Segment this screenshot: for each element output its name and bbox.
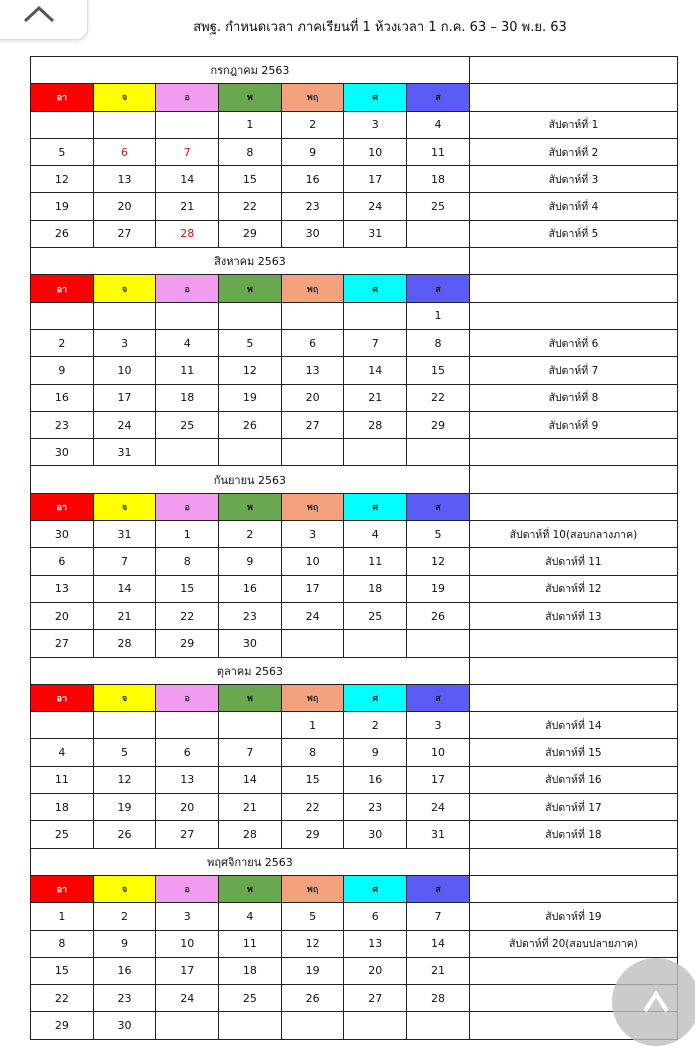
date-cell: 19: [407, 575, 470, 602]
month-title: ตุลาคม 2563: [31, 657, 470, 684]
day-header: อา: [31, 84, 94, 111]
day-header: ศ: [344, 275, 407, 302]
month-title-row: [31, 466, 678, 493]
date-cell: 4: [407, 111, 470, 138]
date-cell: 1: [219, 111, 282, 138]
date-cell: 20: [281, 384, 344, 411]
date-cell: 14: [93, 575, 156, 602]
date-cell: 18: [407, 166, 470, 193]
date-cell: 14: [219, 766, 282, 793]
date-cell: 3: [281, 521, 344, 548]
date-cell: 28: [344, 411, 407, 438]
day-header-row: [31, 275, 678, 302]
date-cell: 1: [31, 903, 94, 930]
date-cell: 19: [31, 193, 94, 220]
date-cell: [219, 712, 282, 739]
date-cell: 1: [407, 302, 470, 329]
date-cell: [219, 302, 282, 329]
week-label: สัปดาห์ที่ 19: [469, 903, 677, 930]
month-title: สิงหาคม 2563: [31, 248, 470, 275]
week-row: [31, 575, 678, 602]
date-cell: 1: [156, 521, 219, 548]
day-header: จ: [93, 684, 156, 711]
day-header: จ: [93, 875, 156, 902]
date-cell: 28: [407, 985, 470, 1012]
date-cell: 6: [281, 329, 344, 356]
date-cell: 13: [281, 357, 344, 384]
week-label: [469, 630, 677, 657]
day-header: อา: [31, 493, 94, 520]
date-cell: 31: [344, 220, 407, 247]
date-cell: 17: [93, 384, 156, 411]
day-header: พ: [219, 275, 282, 302]
page-title: สพฐ. กำหนดเวลา ภาคเรียนที่ 1 ห้วงเวลา 1 ก.ค. 63 – 30 พ.ย. 63: [193, 20, 567, 35]
week-label-cell: [469, 466, 677, 493]
date-cell: 10: [407, 739, 470, 766]
week-row: [31, 138, 678, 165]
date-cell: 14: [407, 930, 470, 957]
date-cell: 20: [156, 794, 219, 821]
date-cell: 26: [407, 602, 470, 629]
week-label: สัปดาห์ที่ 9: [469, 411, 677, 438]
month-title: กันยายน 2563: [31, 466, 470, 493]
week-row: [31, 630, 678, 657]
week-label: สัปดาห์ที่ 14: [469, 712, 677, 739]
date-cell: [344, 439, 407, 466]
day-header: อา: [31, 875, 94, 902]
day-header: จ: [93, 493, 156, 520]
day-header-row: [31, 493, 678, 520]
date-cell: [31, 712, 94, 739]
date-cell: 8: [219, 138, 282, 165]
date-cell: [407, 439, 470, 466]
day-header: ส: [407, 684, 470, 711]
date-cell: [344, 1012, 407, 1039]
date-cell: 2: [31, 329, 94, 356]
day-header: พฤ: [281, 684, 344, 711]
date-cell: 16: [93, 957, 156, 984]
week-row: [31, 903, 678, 930]
date-cell: 15: [156, 575, 219, 602]
date-cell: [156, 302, 219, 329]
week-label: สัปดาห์ที่ 2: [469, 138, 677, 165]
week-label: สัปดาห์ที่ 7: [469, 357, 677, 384]
week-label: สัปดาห์ที่ 13: [469, 602, 677, 629]
week-label-cell: [469, 275, 677, 302]
date-cell: 31: [93, 439, 156, 466]
week-row: [31, 411, 678, 438]
week-label: สัปดาห์ที่ 5: [469, 220, 677, 247]
day-header-row: [31, 84, 678, 111]
date-cell: 27: [344, 985, 407, 1012]
date-cell: [219, 1012, 282, 1039]
date-cell: 27: [156, 821, 219, 848]
week-label: สัปดาห์ที่ 16: [469, 766, 677, 793]
date-cell: 17: [156, 957, 219, 984]
date-cell: 25: [344, 602, 407, 629]
week-label: สัปดาห์ที่ 15: [469, 739, 677, 766]
date-cell: 6: [344, 903, 407, 930]
date-cell: 12: [93, 766, 156, 793]
day-header: อ: [156, 493, 219, 520]
date-cell: 13: [156, 766, 219, 793]
date-cell: [93, 302, 156, 329]
date-cell: 14: [156, 166, 219, 193]
day-header: พฤ: [281, 875, 344, 902]
week-label: สัปดาห์ที่ 20(สอบปลายภาค): [469, 930, 677, 957]
week-row: [31, 739, 678, 766]
date-cell: 6: [156, 739, 219, 766]
date-cell: 18: [156, 384, 219, 411]
day-header: พ: [219, 875, 282, 902]
date-cell: 12: [407, 548, 470, 575]
date-cell: 21: [219, 794, 282, 821]
week-label: สัปดาห์ที่ 8: [469, 384, 677, 411]
week-row: [31, 357, 678, 384]
collapse-button[interactable]: [0, 0, 88, 40]
date-cell: 12: [281, 930, 344, 957]
date-cell: 3: [407, 712, 470, 739]
day-header-row: [31, 684, 678, 711]
week-row: [31, 794, 678, 821]
day-header: อ: [156, 275, 219, 302]
scroll-to-top-button[interactable]: [612, 958, 695, 1046]
date-cell: [407, 220, 470, 247]
date-cell: 11: [31, 766, 94, 793]
date-cell: 5: [281, 903, 344, 930]
date-cell: [407, 630, 470, 657]
week-row: [31, 821, 678, 848]
date-cell: 30: [31, 521, 94, 548]
week-row: [31, 985, 678, 1012]
date-cell: 6: [31, 548, 94, 575]
date-cell: 8: [281, 739, 344, 766]
date-cell: 23: [344, 794, 407, 821]
date-cell: 20: [344, 957, 407, 984]
date-cell: 26: [219, 411, 282, 438]
date-cell: 21: [407, 957, 470, 984]
week-row: [31, 329, 678, 356]
date-cell: 9: [31, 357, 94, 384]
week-row: [31, 602, 678, 629]
date-cell: 7: [407, 903, 470, 930]
day-header: ศ: [344, 875, 407, 902]
day-header: ส: [407, 493, 470, 520]
date-cell: 22: [219, 193, 282, 220]
date-cell: 23: [31, 411, 94, 438]
week-label: [469, 439, 677, 466]
date-cell: 25: [31, 821, 94, 848]
date-cell: 13: [31, 575, 94, 602]
week-row: [31, 548, 678, 575]
date-cell: 2: [281, 111, 344, 138]
holiday-date-cell: 6: [93, 138, 156, 165]
holiday-date-cell: 7: [156, 138, 219, 165]
date-cell: [281, 630, 344, 657]
day-header: ศ: [344, 493, 407, 520]
date-cell: 5: [407, 521, 470, 548]
date-cell: [31, 111, 94, 138]
date-cell: 28: [93, 630, 156, 657]
date-cell: 9: [344, 739, 407, 766]
date-cell: 26: [281, 985, 344, 1012]
week-label: สัปดาห์ที่ 12: [469, 575, 677, 602]
date-cell: 23: [281, 193, 344, 220]
week-row: [31, 220, 678, 247]
week-label: สัปดาห์ที่ 3: [469, 166, 677, 193]
date-cell: 13: [93, 166, 156, 193]
date-cell: 30: [93, 1012, 156, 1039]
week-label: สัปดาห์ที่ 18: [469, 821, 677, 848]
date-cell: 4: [31, 739, 94, 766]
date-cell: [156, 111, 219, 138]
date-cell: 3: [156, 903, 219, 930]
week-row: [31, 439, 678, 466]
date-cell: 22: [156, 602, 219, 629]
day-header: อา: [31, 684, 94, 711]
chevron-up-icon: [641, 991, 671, 1013]
day-header: จ: [93, 84, 156, 111]
date-cell: 9: [93, 930, 156, 957]
date-cell: 29: [156, 630, 219, 657]
date-cell: 17: [344, 166, 407, 193]
day-header: พฤ: [281, 275, 344, 302]
date-cell: [156, 1012, 219, 1039]
week-row: [31, 384, 678, 411]
date-cell: 17: [281, 575, 344, 602]
week-label: [469, 302, 677, 329]
calendar-table: [30, 56, 678, 1040]
date-cell: 26: [31, 220, 94, 247]
date-cell: 8: [407, 329, 470, 356]
date-cell: 19: [281, 957, 344, 984]
date-cell: [281, 302, 344, 329]
date-cell: [156, 439, 219, 466]
date-cell: 25: [219, 985, 282, 1012]
date-cell: 16: [281, 166, 344, 193]
date-cell: 11: [219, 930, 282, 957]
week-row: [31, 193, 678, 220]
date-cell: 15: [407, 357, 470, 384]
date-cell: [344, 630, 407, 657]
week-row: [31, 766, 678, 793]
date-cell: 28: [219, 821, 282, 848]
date-cell: 19: [93, 794, 156, 821]
day-header: พฤ: [281, 84, 344, 111]
day-header: ศ: [344, 684, 407, 711]
date-cell: 18: [219, 957, 282, 984]
date-cell: [281, 439, 344, 466]
holiday-date-cell: 28: [156, 220, 219, 247]
date-cell: 21: [93, 602, 156, 629]
date-cell: 1: [281, 712, 344, 739]
date-cell: 31: [407, 821, 470, 848]
week-row: [31, 302, 678, 329]
date-cell: 3: [93, 329, 156, 356]
date-cell: 18: [344, 575, 407, 602]
chevron-up-icon: [22, 4, 56, 24]
day-header: ส: [407, 875, 470, 902]
month-title-row: [31, 57, 678, 84]
day-header: อ: [156, 875, 219, 902]
date-cell: 29: [31, 1012, 94, 1039]
date-cell: [31, 302, 94, 329]
date-cell: 29: [407, 411, 470, 438]
date-cell: 15: [31, 957, 94, 984]
date-cell: 11: [407, 138, 470, 165]
date-cell: 19: [219, 384, 282, 411]
date-cell: 23: [93, 985, 156, 1012]
week-row: [31, 166, 678, 193]
week-label: สัปดาห์ที่ 4: [469, 193, 677, 220]
date-cell: 9: [281, 138, 344, 165]
date-cell: 24: [407, 794, 470, 821]
date-cell: [219, 439, 282, 466]
date-cell: 7: [344, 329, 407, 356]
date-cell: 12: [31, 166, 94, 193]
date-cell: 10: [344, 138, 407, 165]
date-cell: 24: [156, 985, 219, 1012]
date-cell: 15: [281, 766, 344, 793]
day-header: อ: [156, 84, 219, 111]
week-label-cell: [469, 657, 677, 684]
day-header: จ: [93, 275, 156, 302]
day-header: ส: [407, 275, 470, 302]
date-cell: [93, 111, 156, 138]
date-cell: 22: [281, 794, 344, 821]
month-title-row: [31, 657, 678, 684]
date-cell: 20: [31, 602, 94, 629]
week-label: สัปดาห์ที่ 1: [469, 111, 677, 138]
date-cell: 27: [93, 220, 156, 247]
date-cell: 21: [344, 384, 407, 411]
date-cell: 5: [31, 138, 94, 165]
date-cell: 8: [31, 930, 94, 957]
date-cell: 10: [156, 930, 219, 957]
day-header: อ: [156, 684, 219, 711]
date-cell: 27: [31, 630, 94, 657]
date-cell: 25: [407, 193, 470, 220]
date-cell: 27: [281, 411, 344, 438]
week-row: [31, 712, 678, 739]
date-cell: 24: [344, 193, 407, 220]
date-cell: 16: [31, 384, 94, 411]
date-cell: 10: [281, 548, 344, 575]
day-header-row: [31, 875, 678, 902]
date-cell: 22: [407, 384, 470, 411]
date-cell: 5: [219, 329, 282, 356]
week-row: [31, 521, 678, 548]
date-cell: 24: [93, 411, 156, 438]
date-cell: 30: [219, 630, 282, 657]
date-cell: [281, 1012, 344, 1039]
date-cell: [93, 712, 156, 739]
date-cell: 4: [156, 329, 219, 356]
week-label: สัปดาห์ที่ 6: [469, 329, 677, 356]
date-cell: 4: [344, 521, 407, 548]
date-cell: 3: [344, 111, 407, 138]
date-cell: 10: [93, 357, 156, 384]
date-cell: 7: [219, 739, 282, 766]
week-row: [31, 930, 678, 957]
date-cell: 2: [219, 521, 282, 548]
week-label-cell: [469, 848, 677, 875]
month-title-row: [31, 248, 678, 275]
month-title-row: [31, 848, 678, 875]
date-cell: 15: [219, 166, 282, 193]
week-label: สัปดาห์ที่ 11: [469, 548, 677, 575]
date-cell: 2: [93, 903, 156, 930]
date-cell: 17: [407, 766, 470, 793]
date-cell: 11: [344, 548, 407, 575]
date-cell: [156, 712, 219, 739]
week-row: [31, 957, 678, 984]
date-cell: 11: [156, 357, 219, 384]
day-header: อา: [31, 275, 94, 302]
date-cell: 24: [281, 602, 344, 629]
day-header: พฤ: [281, 493, 344, 520]
day-header: ส: [407, 84, 470, 111]
week-row: [31, 111, 678, 138]
date-cell: 26: [93, 821, 156, 848]
date-cell: 16: [219, 575, 282, 602]
week-label: สัปดาห์ที่ 17: [469, 794, 677, 821]
date-cell: 30: [344, 821, 407, 848]
day-header: พ: [219, 84, 282, 111]
date-cell: 12: [219, 357, 282, 384]
date-cell: 18: [31, 794, 94, 821]
week-label-cell: [469, 248, 677, 275]
week-label: สัปดาห์ที่ 10(สอบกลางภาค): [469, 521, 677, 548]
date-cell: 13: [344, 930, 407, 957]
date-cell: 14: [344, 357, 407, 384]
date-cell: 4: [219, 903, 282, 930]
week-label-cell: [469, 684, 677, 711]
date-cell: 31: [93, 521, 156, 548]
date-cell: 20: [93, 193, 156, 220]
date-cell: 23: [219, 602, 282, 629]
date-cell: 30: [31, 439, 94, 466]
week-label-cell: [469, 493, 677, 520]
week-row: [31, 1012, 678, 1039]
date-cell: 30: [281, 220, 344, 247]
month-title: พฤศจิกายน 2563: [31, 848, 470, 875]
date-cell: 2: [344, 712, 407, 739]
month-title: กรกฎาคม 2563: [31, 57, 470, 84]
day-header: พ: [219, 684, 282, 711]
date-cell: [344, 302, 407, 329]
date-cell: 25: [156, 411, 219, 438]
date-cell: 16: [344, 766, 407, 793]
week-label-cell: [469, 57, 677, 84]
week-label-cell: [469, 84, 677, 111]
day-header: ศ: [344, 84, 407, 111]
date-cell: 22: [31, 985, 94, 1012]
week-label-cell: [469, 875, 677, 902]
day-header: พ: [219, 493, 282, 520]
date-cell: 7: [93, 548, 156, 575]
date-cell: 8: [156, 548, 219, 575]
date-cell: 9: [219, 548, 282, 575]
date-cell: 29: [219, 220, 282, 247]
date-cell: 5: [93, 739, 156, 766]
date-cell: 21: [156, 193, 219, 220]
date-cell: [407, 1012, 470, 1039]
date-cell: 29: [281, 821, 344, 848]
